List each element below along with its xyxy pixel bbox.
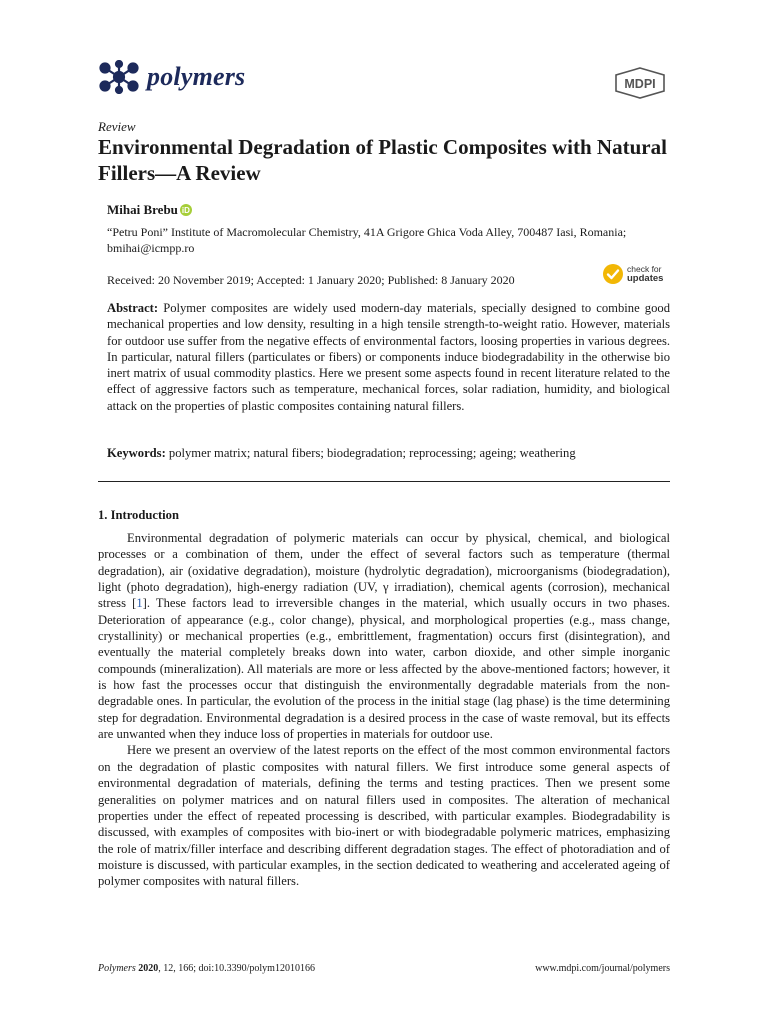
paragraph: Here we present an overview of the latest reports on the effect of the most common environmental factors on the degradation of plastic composites with natural fillers. We first introduce some general aspects of environmental degradation of materials, defining the terms and testing practices. Then we present some generalities on polymer matrices and on natural fillers used in composites. The alteration of mechanical properties under the effect of repeated processing is described, with particular examples. Biodegradability is discussed, with examples of composites with bio-inert or with biodegradable polymeric matrices, emphasizing the role of matrix/filler interface and describing different degradation stages. The effect of photoradiation and of moisture is discussed, with particular examples, in the section dedicated to weathering and accelerated ageing of polymer composites with natural fillers. <box>98 743 670 889</box>
keywords <box>107 446 670 461</box>
orcid-icon[interactable]: iD <box>181 205 190 215</box>
keywords-label: Keywords: <box>107 446 166 460</box>
publisher-name: MDPI <box>624 77 656 91</box>
abstract-label: Abstract: <box>107 301 159 315</box>
mdpi-hexagon-icon <box>612 66 668 100</box>
paragraph-text: ]. These factors lead to irreversible changes in the material, which usually occurs in two phases. Deterioration of appearance (e.g., color change), physical, and morphological properties (e.g., mass change, crystallinity) or mechanical properties (e.g., embrittlement, fragmentation) occurs first (disintegration), and eventually the material completely breaks down into water, carbon dioxide, and other simple inorganic compounds (mineralization). All materials are more or less affected by the above-mentioned factors; however, it is how fast the processes occur that distinguish the environmentally degradable materials from the non-degradable ones. In particular, the evolution of the process in the initial stage (lag phase) is the time determining step for degradation. Environmental degradation is a desired process in the case of waste removal, but its effects are unwanted when they induce loss of properties in materials for outdoor use. <box>98 596 670 742</box>
introduction-body <box>98 530 670 890</box>
footer-volume: , 12, 166; doi:10.3390/polym12010166 <box>158 963 315 974</box>
publisher-logo[interactable] <box>612 66 668 105</box>
check-updates-text <box>627 265 663 283</box>
section-divider <box>98 481 670 482</box>
affiliation: “Petru Poni” Institute of Macromolecular Chemistry, 41A Grigore Ghica Voda Alley, 700487 Iasi, Romania; bmihai@icmpp.ro <box>107 225 627 255</box>
footer-url[interactable]: www.mdpi.com/journal/polymers <box>535 963 670 974</box>
footer-journal: Polymers <box>98 963 136 974</box>
abstract-text: Polymer composites are widely used modern-day materials, specially designed to combine good mechanical properties and low density, resulting in a high tensile strength-to-weight ratio. However, materials for outdoor use suffer from the negative effects of environmental factors, loosing properties in various degrees. In particular, natural fillers (particulates or fibers) or components induce biodegradability in the otherwise bio inert matrix of usual commodity plastics. Here we present some aspects found in recent literature related to the effect of aggressive factors such as temperature, mechanical forces, solar radiation, humidity, and biological attack on the properties of plastic composites containing natural fillers. <box>107 301 670 413</box>
paragraph <box>98 530 670 742</box>
footer-citation <box>98 963 315 974</box>
section-heading-introduction: 1. Introduction <box>98 508 179 522</box>
polymers-molecule-icon <box>97 60 141 94</box>
footer-year: 2020 <box>135 963 159 974</box>
author-name: Mihai Brebu <box>107 202 178 217</box>
journal-logo[interactable] <box>97 60 245 94</box>
abstract <box>107 300 670 414</box>
check-updates-line2: updates <box>627 273 664 284</box>
author-line <box>107 202 192 218</box>
check-for-updates-badge[interactable] <box>602 263 663 285</box>
article-dates: Received: 20 November 2019; Accepted: 1 January 2020; Published: 8 January 2020 <box>107 273 515 287</box>
paragraph-text: Environmental degradation of polymeric materials can occur by physical, chemical, and biological processes or a combination of them, under the effect of several factors such as temperature (thermal degradation), air (oxidative degradation), moisture (hydrolytic degradation), microorganisms (biodegradation), light (photo degradation), high-energy radiation (UV, γ irradiation), chemical agents (corrosion), mechanical stress [ <box>98 531 670 611</box>
keywords-text: polymer matrix; natural fibers; biodegradation; reprocessing; ageing; weathering <box>165 446 576 460</box>
reference-link[interactable]: 1 <box>136 596 143 611</box>
article-title: Environmental Degradation of Plastic Composites with Natural Fillers—A Review <box>98 135 667 185</box>
journal-name: polymers <box>147 62 246 91</box>
article-type: Review <box>98 119 136 134</box>
check-updates-icon <box>602 263 624 285</box>
check-updates-line1: check for <box>627 264 662 274</box>
